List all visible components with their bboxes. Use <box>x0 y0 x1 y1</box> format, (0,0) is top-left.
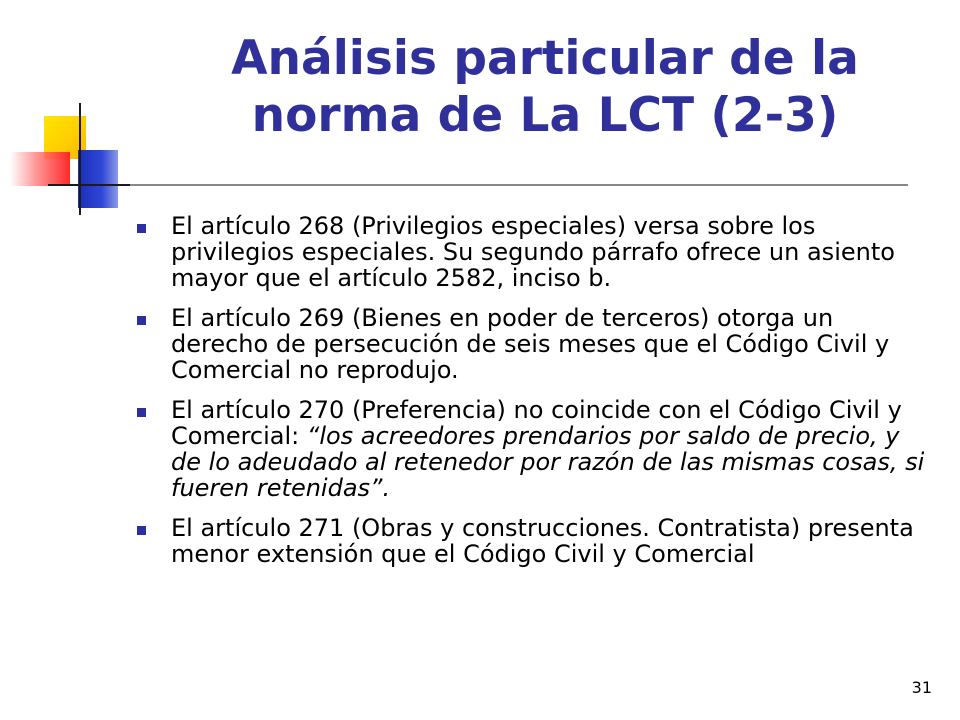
square-bullet-icon <box>137 526 146 535</box>
bullet-quote: “los acreedores prendarios por saldo de precio, y de lo adeudado al retenedor por razón de las mismas cosas, si fueren retenidas”. <box>171 422 925 502</box>
bullet-text: El artículo 270 (Preferencia) no coincide con el Código Civil y Comercial: <box>171 396 902 450</box>
decorative-red-bar <box>10 152 70 186</box>
square-bullet-icon <box>137 316 146 325</box>
bullet-item-article-271 <box>134 515 934 567</box>
bullet-item-article-268 <box>134 213 934 291</box>
page-number: 31 <box>911 678 932 697</box>
square-bullet-icon <box>137 224 146 233</box>
bullet-list <box>134 213 934 581</box>
title-divider-line <box>48 184 908 186</box>
bullet-text: El artículo 269 (Bienes en poder de terceros) otorga un derecho de persecución de seis meses que el Código Civil y Comercial no reprodujo. <box>171 304 890 384</box>
slide-title-line-2: norma de La LCT (2-3) <box>251 88 839 143</box>
slide-title-line-1: Análisis particular de la <box>231 31 859 86</box>
bullet-text: El artículo 271 (Obras y construcciones. Contratista) presenta menor extensión que el Código Civil y Comercial <box>171 514 914 568</box>
bullet-item-article-270 <box>134 397 934 501</box>
bullet-text: El artículo 268 (Privilegios especiales) versa sobre los privilegios especiales. Su segundo párrafo ofrece un asiento mayor que el artículo 2582, inciso b. <box>171 212 895 292</box>
decorative-vertical-line <box>79 103 81 215</box>
square-bullet-icon <box>137 408 146 417</box>
decorative-blue-square <box>78 150 118 208</box>
slide-title <box>150 30 940 144</box>
title-divider-accent-line <box>48 184 130 186</box>
bullet-item-article-269 <box>134 305 934 383</box>
